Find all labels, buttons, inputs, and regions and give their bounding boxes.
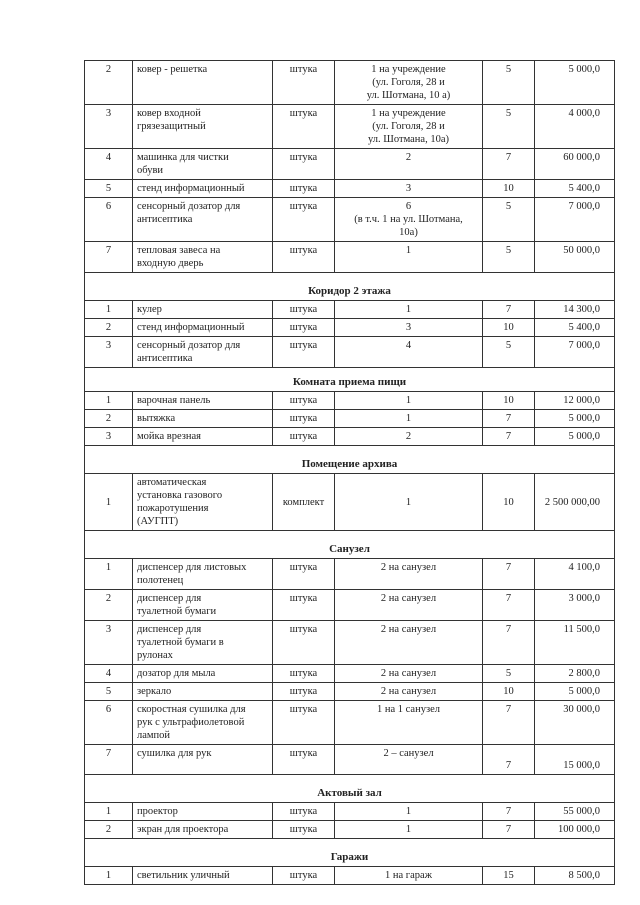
table-row [85, 198, 615, 242]
section-header-row [85, 273, 615, 301]
item-unit: штука [273, 410, 335, 428]
item-service-years: 10 [483, 474, 535, 531]
item-price: 4 000,0 [535, 105, 615, 149]
item-unit: штука [273, 392, 335, 410]
item-service-years: 7 [483, 301, 535, 319]
item-unit: комплект [273, 474, 335, 531]
item-service-years: 5 [483, 242, 535, 273]
section-title: Коридор 2 этажа [85, 273, 615, 301]
section-header-row [85, 531, 615, 559]
table-row [85, 319, 615, 337]
item-quantity: 1 [335, 410, 483, 428]
item-name: светильник уличный [133, 867, 273, 885]
item-price: 5 400,0 [535, 319, 615, 337]
item-name: сенсорный дозатор для антисептика [133, 337, 273, 368]
table-row [85, 867, 615, 885]
item-unit: штука [273, 683, 335, 701]
item-price: 4 100,0 [535, 559, 615, 590]
item-name: проектор [133, 803, 273, 821]
item-quantity: 1 на учреждение (ул. Гоголя, 28 и ул. Шотмана, 10а) [335, 105, 483, 149]
section-title: Актовый зал [85, 775, 615, 803]
item-quantity: 2 на санузел [335, 559, 483, 590]
item-quantity: 4 [335, 337, 483, 368]
item-unit: штука [273, 301, 335, 319]
item-unit: штука [273, 559, 335, 590]
table-row [85, 665, 615, 683]
item-price: 7 000,0 [535, 198, 615, 242]
item-name: зеркало [133, 683, 273, 701]
item-service-years: 7 [483, 590, 535, 621]
item-number: 4 [85, 665, 133, 683]
item-quantity: 3 [335, 180, 483, 198]
item-name: скоростная сушилка для рук с ультрафиолетовой лампой [133, 701, 273, 745]
item-number: 3 [85, 337, 133, 368]
item-service-years: 5 [483, 105, 535, 149]
table-row [85, 149, 615, 180]
item-number: 3 [85, 428, 133, 446]
item-price: 5 400,0 [535, 180, 615, 198]
equipment-table-body [85, 61, 615, 885]
section-header-row [85, 839, 615, 867]
item-service-years: 10 [483, 392, 535, 410]
table-row [85, 61, 615, 105]
item-unit: штука [273, 428, 335, 446]
item-quantity: 1 [335, 821, 483, 839]
item-number: 2 [85, 61, 133, 105]
table-row [85, 621, 615, 665]
item-number: 1 [85, 392, 133, 410]
item-name: дозатор для мыла [133, 665, 273, 683]
item-number: 2 [85, 590, 133, 621]
item-price: 8 500,0 [535, 867, 615, 885]
item-name: стенд информационный [133, 180, 273, 198]
item-service-years: 5 [483, 198, 535, 242]
item-name: диспенсер для туалетной бумаги [133, 590, 273, 621]
item-price: 55 000,0 [535, 803, 615, 821]
item-name: машинка для чистки обуви [133, 149, 273, 180]
table-row [85, 392, 615, 410]
item-name: сушилка для рук [133, 745, 273, 775]
item-price: 2 500 000,00 [535, 474, 615, 531]
item-quantity: 2 [335, 428, 483, 446]
item-number: 6 [85, 701, 133, 745]
section-header-row [85, 775, 615, 803]
item-unit: штука [273, 745, 335, 775]
item-number: 6 [85, 198, 133, 242]
item-price: 15 000,0 [535, 745, 615, 775]
item-unit: штука [273, 149, 335, 180]
item-unit: штука [273, 665, 335, 683]
item-number: 7 [85, 242, 133, 273]
section-title: Помещение архива [85, 446, 615, 474]
item-number: 2 [85, 410, 133, 428]
item-name: диспенсер для туалетной бумаги в рулонах [133, 621, 273, 665]
item-number: 4 [85, 149, 133, 180]
item-quantity: 1 [335, 301, 483, 319]
item-unit: штука [273, 337, 335, 368]
item-service-years: 7 [483, 410, 535, 428]
section-header-row [85, 368, 615, 392]
table-row [85, 821, 615, 839]
item-service-years: 5 [483, 337, 535, 368]
item-price: 5 000,0 [535, 428, 615, 446]
item-price: 11 500,0 [535, 621, 615, 665]
item-service-years: 7 [483, 821, 535, 839]
item-price: 5 000,0 [535, 410, 615, 428]
item-quantity: 2 [335, 149, 483, 180]
table-row [85, 105, 615, 149]
item-number: 1 [85, 867, 133, 885]
item-service-years: 7 [483, 559, 535, 590]
table-row [85, 301, 615, 319]
item-price: 5 000,0 [535, 683, 615, 701]
table-row [85, 410, 615, 428]
section-title: Комната приема пищи [85, 368, 615, 392]
item-quantity: 2 на санузел [335, 590, 483, 621]
item-unit: штука [273, 590, 335, 621]
item-name: экран для проектора [133, 821, 273, 839]
item-name: кулер [133, 301, 273, 319]
item-name: ковер входной грязезащитный [133, 105, 273, 149]
item-quantity: 2 на санузел [335, 665, 483, 683]
table-row [85, 242, 615, 273]
item-unit: штука [273, 61, 335, 105]
item-number: 1 [85, 474, 133, 531]
item-price: 5 000,0 [535, 61, 615, 105]
item-price: 2 800,0 [535, 665, 615, 683]
item-number: 1 [85, 803, 133, 821]
table-row [85, 701, 615, 745]
item-name: диспенсер для листовых полотенец [133, 559, 273, 590]
item-quantity: 1 [335, 803, 483, 821]
item-unit: штука [273, 803, 335, 821]
item-number: 2 [85, 821, 133, 839]
item-quantity: 1 на учреждение (ул. Гоголя, 28 и ул. Шотмана, 10 а) [335, 61, 483, 105]
item-quantity: 1 на гараж [335, 867, 483, 885]
item-unit: штука [273, 319, 335, 337]
item-service-years: 7 [483, 428, 535, 446]
item-service-years: 7 [483, 803, 535, 821]
item-service-years: 7 [483, 745, 535, 775]
item-number: 1 [85, 559, 133, 590]
item-name: мойка врезная [133, 428, 273, 446]
section-title: Санузел [85, 531, 615, 559]
item-unit: штука [273, 198, 335, 242]
item-number: 2 [85, 319, 133, 337]
item-quantity: 2 на санузел [335, 621, 483, 665]
table-row [85, 180, 615, 198]
item-number: 5 [85, 683, 133, 701]
item-quantity: 1 [335, 242, 483, 273]
item-price: 50 000,0 [535, 242, 615, 273]
item-service-years: 5 [483, 61, 535, 105]
item-price: 30 000,0 [535, 701, 615, 745]
item-number: 7 [85, 745, 133, 775]
table-row [85, 745, 615, 775]
item-quantity: 1 на 1 санузел [335, 701, 483, 745]
item-unit: штука [273, 242, 335, 273]
section-title: Гаражи [85, 839, 615, 867]
table-row [85, 474, 615, 531]
item-unit: штука [273, 105, 335, 149]
item-price: 14 300,0 [535, 301, 615, 319]
equipment-table [84, 60, 615, 885]
item-number: 5 [85, 180, 133, 198]
item-number: 3 [85, 621, 133, 665]
item-price: 12 000,0 [535, 392, 615, 410]
table-row [85, 803, 615, 821]
table-row [85, 428, 615, 446]
item-quantity: 2 – санузел [335, 745, 483, 775]
item-service-years: 5 [483, 665, 535, 683]
item-name: тепловая завеса на входную дверь [133, 242, 273, 273]
item-service-years: 10 [483, 319, 535, 337]
item-price: 7 000,0 [535, 337, 615, 368]
section-header-row [85, 446, 615, 474]
item-name: автоматическая установка газового пожаротушения (АУГПТ) [133, 474, 273, 531]
item-unit: штука [273, 867, 335, 885]
item-unit: штука [273, 701, 335, 745]
item-service-years: 7 [483, 701, 535, 745]
item-number: 1 [85, 301, 133, 319]
item-name: вытяжка [133, 410, 273, 428]
item-service-years: 10 [483, 683, 535, 701]
table-row [85, 590, 615, 621]
item-unit: штука [273, 180, 335, 198]
table-row [85, 337, 615, 368]
item-service-years: 7 [483, 621, 535, 665]
item-number: 3 [85, 105, 133, 149]
item-price: 60 000,0 [535, 149, 615, 180]
item-unit: штука [273, 621, 335, 665]
table-row [85, 683, 615, 701]
item-name: стенд информационный [133, 319, 273, 337]
table-row [85, 559, 615, 590]
item-quantity: 6 (в т.ч. 1 на ул. Шотмана, 10а) [335, 198, 483, 242]
item-service-years: 10 [483, 180, 535, 198]
item-service-years: 7 [483, 149, 535, 180]
item-quantity: 1 [335, 392, 483, 410]
item-name: ковер - решетка [133, 61, 273, 105]
item-quantity: 2 на санузел [335, 683, 483, 701]
item-service-years: 15 [483, 867, 535, 885]
item-name: сенсорный дозатор для антисептика [133, 198, 273, 242]
item-price: 3 000,0 [535, 590, 615, 621]
item-name: варочная панель [133, 392, 273, 410]
item-quantity: 3 [335, 319, 483, 337]
item-quantity: 1 [335, 474, 483, 531]
item-unit: штука [273, 821, 335, 839]
item-price: 100 000,0 [535, 821, 615, 839]
